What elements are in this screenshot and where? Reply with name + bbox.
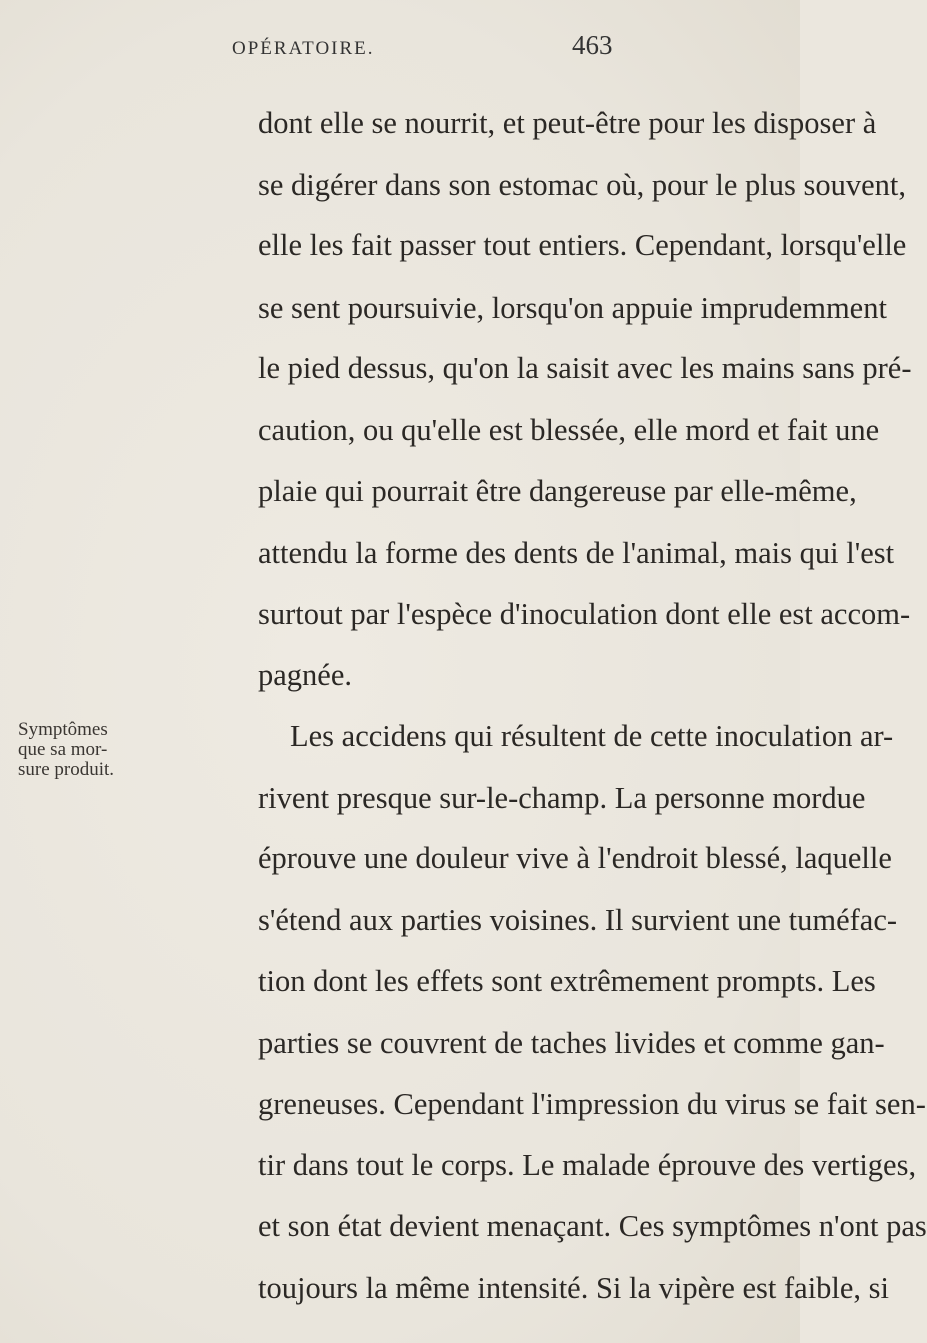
page-number: 463: [572, 30, 613, 60]
text-line: s'étend aux parties voisines. Il survient une tuméfac-: [258, 903, 898, 937]
text-line: greneuses. Cependant l'impression du virus se fait sen-: [258, 1087, 926, 1121]
margin-note-line: Symptômes: [18, 719, 108, 740]
text-line: éprouve une douleur vive à l'endroit blessé, laquelle: [258, 841, 892, 875]
margin-note-line: que sa mor-: [18, 739, 108, 760]
text-line: attendu la forme des dents de l'animal, mais qui l'est: [258, 536, 895, 570]
text-line: tir dans tout le corps. Le malade éprouve des vertiges,: [258, 1148, 917, 1182]
text-line: et son état devient menaçant. Ces symptômes n'ont pas: [258, 1209, 927, 1243]
text-line: le pied dessus, qu'on la saisit avec les mains sans pré-: [258, 351, 912, 385]
text-line: elle les fait passer tout entiers. Cependant, lorsqu'elle: [258, 228, 907, 262]
text-line: surtout par l'espèce d'inoculation dont elle est accom-: [258, 597, 911, 631]
text-line: se sent poursuivie, lorsqu'on appuie imprudemment: [258, 291, 887, 325]
text-line: se digérer dans son estomac où, pour le plus souvent,: [258, 168, 906, 202]
text-line: dont elle se nourrit, et peut-être pour les disposer à: [258, 106, 877, 140]
text-line: pagnée.: [258, 658, 352, 692]
text-line: caution, ou qu'elle est blessée, elle mord et fait une: [258, 413, 880, 447]
margin-note-line: sure produit.: [18, 759, 115, 780]
running-title: OPÉRATOIRE.: [232, 38, 375, 59]
text-line: toujours la même intensité. Si la vipère est faible, si: [258, 1271, 890, 1305]
text-line: Les accidens qui résultent de cette inoculation ar-: [290, 719, 894, 753]
text-line: tion dont les effets sont extrêmement prompts. Les: [258, 964, 876, 998]
text-line: rivent presque sur-le-champ. La personne mordue: [258, 781, 866, 815]
margin-note-symptoms: [18, 720, 114, 780]
text-line: parties se couvrent de taches livides et comme gan-: [258, 1026, 885, 1060]
text-line: plaie qui pourrait être dangereuse par elle-même,: [258, 474, 857, 508]
page-header: [0, 28, 800, 68]
